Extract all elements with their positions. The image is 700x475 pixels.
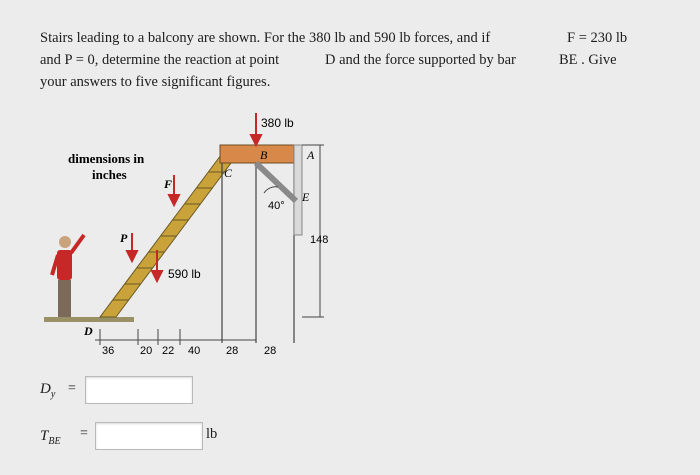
tbe-label: $T_{BE}$	[40, 428, 61, 447]
point-c-label: C	[224, 166, 233, 180]
height-label: 148	[310, 234, 329, 246]
inches-label: inches	[92, 167, 127, 182]
dimensions-label: dimensions in	[68, 151, 145, 166]
problem-line-2a: and P = 0, determine the reaction at point	[40, 52, 280, 68]
tbe-equals: =	[80, 426, 88, 441]
dy-label: $D_y$	[40, 381, 56, 400]
dim-28-a: 28	[226, 345, 239, 357]
balcony-beam	[220, 145, 296, 163]
dim-36: 36	[102, 345, 115, 357]
dim-22: 22	[162, 345, 175, 357]
load-590-label: 590 lb	[168, 267, 201, 281]
ground	[44, 317, 134, 322]
point-d-label: D	[84, 324, 93, 338]
point-b-label: B	[260, 148, 268, 162]
bar-be	[256, 163, 296, 201]
tbe-input[interactable]	[95, 422, 203, 450]
dy-equals: =	[68, 381, 76, 396]
f-value: F = 230 lb	[567, 30, 628, 46]
wall-a	[294, 145, 302, 235]
problem-line-1: Stairs leading to a balcony are shown. For the 380 lb and 590 lb forces, and if	[40, 30, 491, 46]
point-a-label: A	[307, 148, 315, 162]
dim-40: 40	[188, 345, 201, 357]
force-f-label: F	[164, 177, 173, 191]
problem-line-2c: BE . Give	[559, 52, 617, 68]
problem-line-2b: D and the force supported by bar	[325, 52, 516, 68]
dim-20: 20	[140, 345, 153, 357]
stairs-figure	[40, 105, 340, 360]
tbe-unit: lb	[206, 426, 218, 442]
dim-28-b: 28	[264, 345, 277, 357]
force-p-label: P	[120, 231, 128, 245]
load-380-label: 380 lb	[261, 116, 294, 130]
point-e-label: E	[302, 190, 310, 204]
dy-input[interactable]	[85, 376, 193, 404]
angle-label: 40°	[268, 200, 285, 212]
person-icon	[52, 235, 84, 317]
problem-line-3: your answers to five significant figures.	[40, 74, 271, 90]
